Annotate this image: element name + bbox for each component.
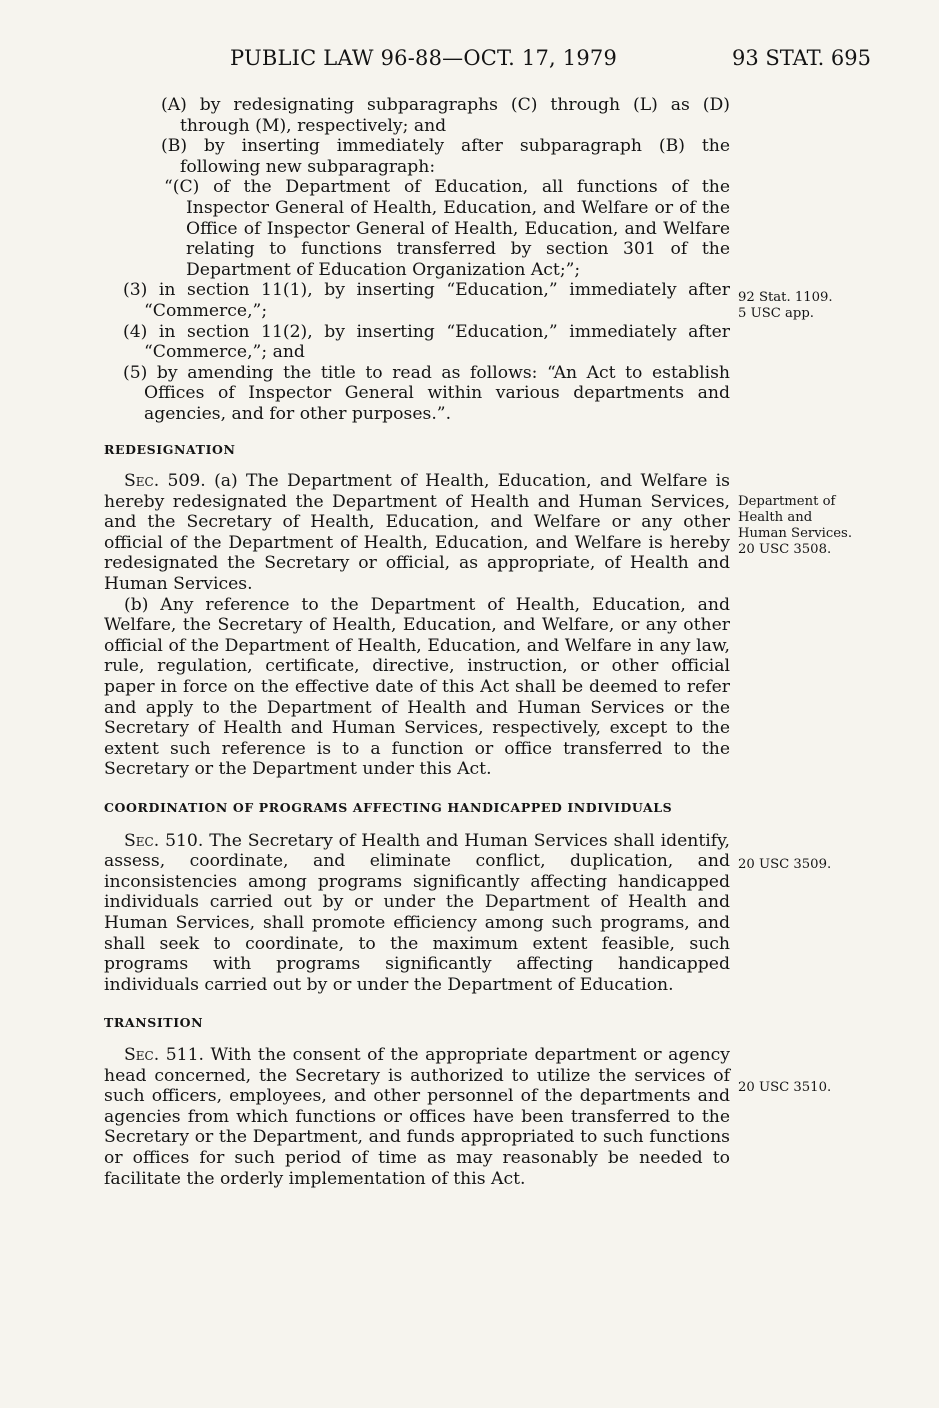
paragraph-4: (4) in section 11(2), by inserting “Education,” immediately after “Commerce,”; and	[123, 321, 730, 363]
main-text-column	[104, 95, 730, 1189]
heading-transition: TRANSITION	[104, 1015, 204, 1031]
section-509-b: (b) Any reference to the Department of Health, Education, and Welfare, the Secretary of Health, Education, and Welfare, or any other official of the Department of Health, Education, and Welfare in any law, rule, regulation, certificate, directive, instruction, or other official paper in force on the effective date of this Act shall be deemed to refer and apply to the Department of Health and Human Services or the Secretary of Health and Human Services, respectively, except to the extent such reference is to a function or office transferred to the Secretary or the Department under this Act.	[104, 594, 730, 780]
margin-note-20-usc-3509: 20 USC 3509.	[738, 857, 832, 872]
margin-note-line: Health and	[738, 510, 813, 525]
paragraph-3: (3) in section 11(1), by inserting “Education,” immediately after “Commerce,”;	[123, 280, 730, 321]
margin-note-line: 20 USC 3508.	[738, 542, 832, 557]
section-label: Sec.	[124, 830, 160, 851]
running-header-page-number: 93 STAT. 695	[732, 46, 872, 70]
paragraph-b: (B) by inserting immediately after subparagraph (B) the following new subparagraph:	[161, 136, 730, 177]
section-510	[104, 831, 730, 996]
margin-note-department-hhs	[738, 494, 852, 558]
quoted-subparagraph-c: “(C) of the Department of Education, all functions of the Inspector General of Health, Education, and Welfare or of the Office of Inspector General of Health, Education, and Welfare relating to functions transferred by section 301 of the Department of Education Organization Act;”;	[164, 177, 730, 280]
margin-note-20-usc-3510: 20 USC 3510.	[738, 1080, 832, 1095]
margin-note-line: 92 Stat. 1109.	[738, 290, 833, 305]
paragraph-5: (5) by amending the title to read as follows: “An Act to establish Offices of Inspector General within various departments and agencies, and for other purposes.”.	[123, 362, 730, 424]
running-header-title: PUBLIC LAW 96-88—OCT. 17, 1979	[230, 46, 618, 70]
margin-note-line: Human Services.	[738, 526, 853, 541]
margin-note-line: 5 USC app.	[738, 306, 814, 321]
heading-coordination: COORDINATION OF PROGRAMS AFFECTING HANDICAPPED INDIVIDUALS	[104, 800, 673, 815]
section-511-text: 511. With the consent of the appropriate department or agency head concerned, the Secretary is authorized to utilize the services of such officers, employees, and other personnel of the departments and agencies from which functions or offices have been transferred to the Secretary or the Department, and funds appropriated to such functions or offices for such period of time as may reasonably be needed to facilitate the orderly implementation of this Act.	[104, 1044, 730, 1189]
section-label: Sec.	[124, 471, 160, 492]
section-510-text: 510. The Secretary of Health and Human Services shall identify, assess, coordinate, and eliminate conflict, duplication, and inconsistencies among programs significantly affecting handicapped individuals carried out by or under the Department of Health and Human Services, shall promote efficiency among such programs, and shall seek to coordinate, to the maximum extent feasible, such programs with programs significantly affecting handicapped individuals carried out by or under the Department of Education.	[104, 830, 730, 995]
margin-note-line: Department of	[738, 494, 836, 509]
margin-note-92-stat	[738, 290, 833, 322]
heading-redesignation: REDESIGNATION	[104, 441, 236, 457]
section-509-a	[104, 471, 730, 595]
section-509-a-text: 509. (a) The Department of Health, Education, and Welfare is hereby redesignated the Department of Health and Human Services, and the Secretary of Health, Education, and Welfare or any other official of the Department of Health, Education, and Welfare is hereby redesignated the Secretary or official, as appropriate, of Health and Human Services.	[104, 471, 731, 595]
section-label: Sec.	[124, 1044, 160, 1065]
section-511	[104, 1045, 730, 1189]
paragraph-a: (A) by redesignating subparagraphs (C) through (L) as (D) through (M), respectively; and	[161, 95, 730, 136]
